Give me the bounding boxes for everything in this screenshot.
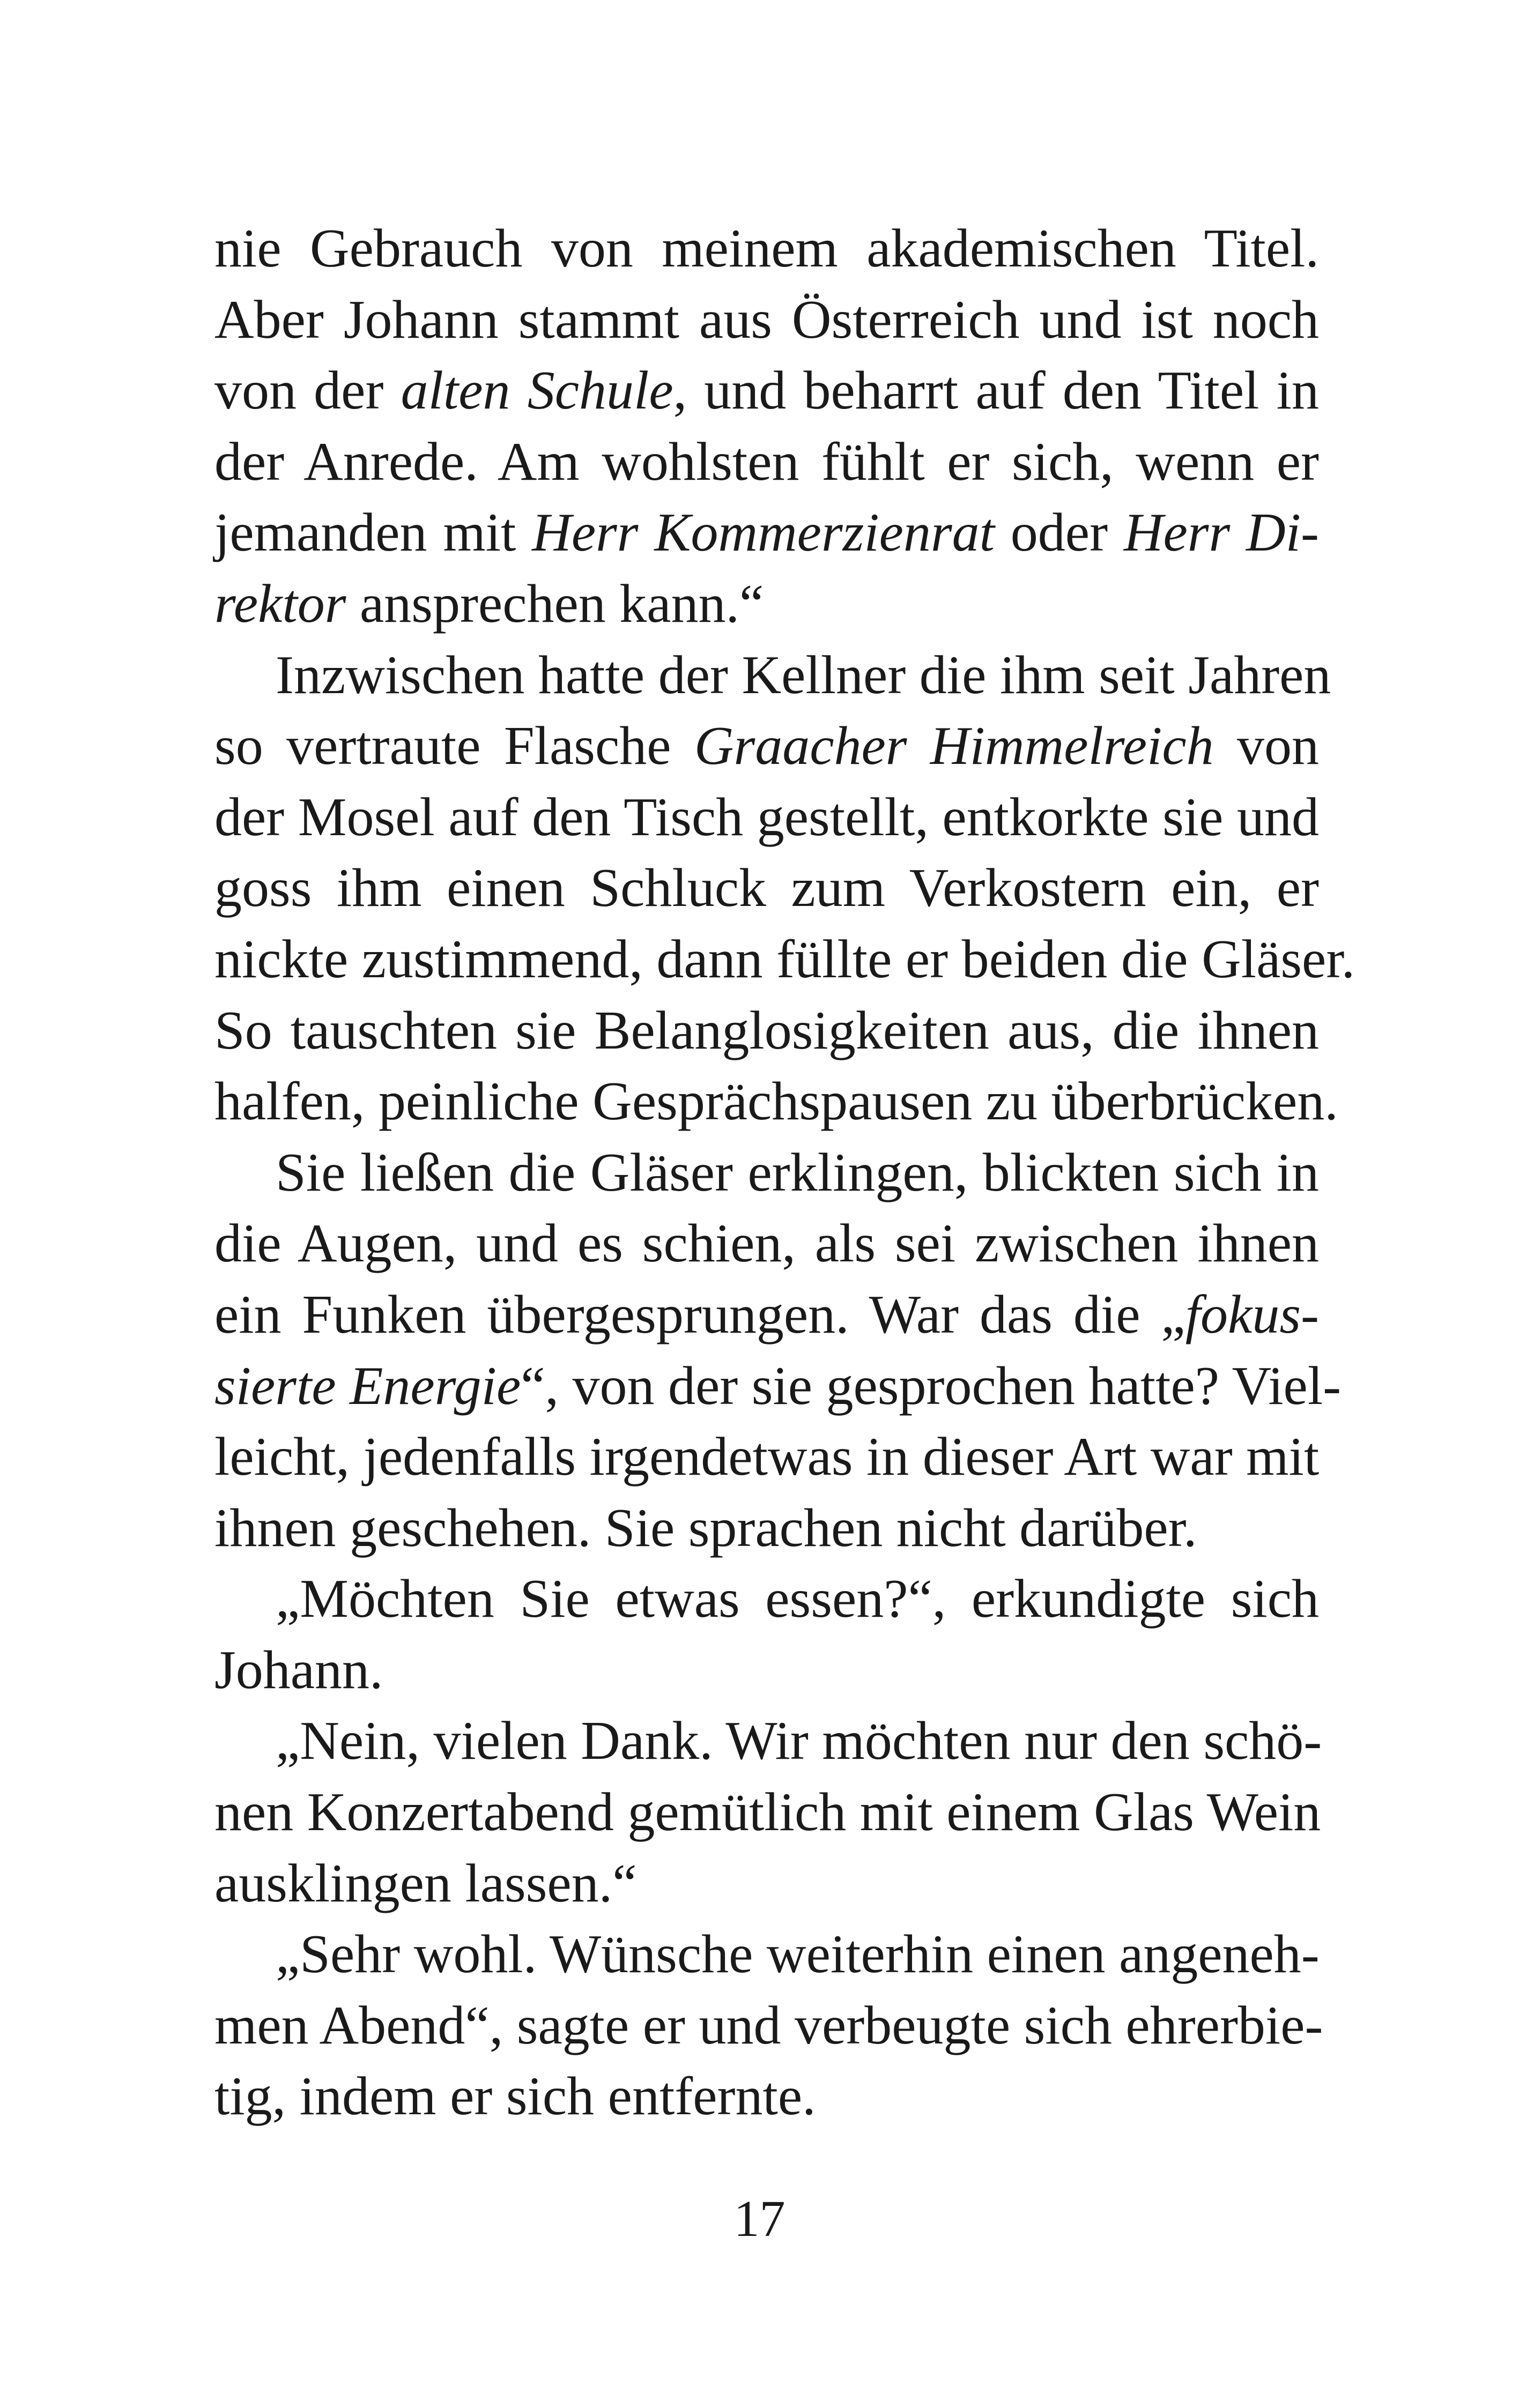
text-run: „Nein, vielen Dank. Wir möchten nur den schö-	[276, 1711, 1322, 1772]
text-run: ein Funken übergesprungen. War das die „	[214, 1284, 1185, 1345]
text-line	[214, 1635, 1319, 1706]
body-text	[214, 213, 1355, 2132]
italic-run: Herr Di-	[1123, 502, 1319, 563]
text-run: leicht, jedenfalls irgendetwas in dieser Art war mit	[214, 1426, 1320, 1488]
text-line	[214, 853, 1319, 924]
text-run: oder	[994, 502, 1124, 563]
text-line	[214, 1493, 1319, 1564]
text-run: „Möchten Sie etwas essen?“, erkundigte sich	[276, 1569, 1319, 1630]
text-line	[214, 640, 1331, 711]
text-line	[214, 1280, 1319, 1351]
text-run: der Mosel auf den Tisch gestellt, entkorkte sie und	[214, 786, 1319, 848]
text-line	[214, 1777, 1319, 1848]
text-run: „Sehr wohl. Wünsche weiterhin einen angeneh-	[276, 1924, 1320, 1985]
text-run: Aber Johann stammt aus Österreich und ist noch	[214, 289, 1319, 350]
text-run: so vertraute Flasche	[214, 716, 694, 777]
text-run: Sie ließen die Gläser erklingen, blickten sich in	[276, 1142, 1319, 1203]
italic-run: Graacher Himmelreich	[694, 716, 1214, 777]
text-line	[214, 1848, 1319, 1920]
italic-run: fokus-	[1185, 1284, 1319, 1345]
text-run: halfen, peinliche Gesprächspausen zu überbrücken.	[214, 1071, 1338, 1132]
text-line	[214, 2061, 1319, 2132]
text-run: von	[1213, 716, 1320, 777]
text-run: nie Gebrauch von meinem akademischen Titel.	[214, 218, 1319, 279]
text-run: “, von der sie gesprochen hatte? Viel-	[521, 1355, 1342, 1416]
text-run: goss ihm einen Schluck zum Verkostern ein, er	[214, 858, 1319, 919]
text-run: ausklingen lassen.“	[214, 1853, 637, 1914]
text-line	[214, 1564, 1319, 1635]
text-run: tig, indem er sich entfernte.	[214, 2066, 816, 2127]
text-line	[214, 1208, 1319, 1280]
text-line	[214, 355, 1319, 427]
page-number: 17	[733, 2190, 786, 2247]
text-run: von der	[214, 360, 401, 421]
text-run: ansprechen kann.“	[346, 573, 764, 634]
text-run: Johann.	[214, 1639, 383, 1700]
text-line	[214, 1351, 1342, 1422]
italic-run: sierte Energie	[214, 1355, 521, 1416]
text-line	[214, 213, 1319, 285]
text-line	[214, 1990, 1323, 2062]
text-line	[214, 1066, 1338, 1138]
text-line	[214, 1422, 1319, 1493]
text-line	[214, 1138, 1319, 1209]
text-run: der Anrede. Am wohlsten fühlt er sich, wenn er	[214, 431, 1319, 492]
italic-run: rektor	[214, 573, 346, 634]
italic-run: alten Schule	[401, 360, 673, 421]
text-line	[214, 285, 1319, 356]
text-run: men Abend“, sagte er und verbeugte sich ehrerbie-	[214, 1995, 1323, 2056]
text-line	[214, 995, 1319, 1067]
text-run: nickte zustimmend, dann füllte er beiden die Gläser.	[214, 928, 1355, 990]
text-line	[214, 427, 1319, 498]
text-run: jemanden mit	[214, 502, 532, 563]
text-run: , und beharrt auf den Titel in	[673, 360, 1319, 421]
text-line	[214, 924, 1355, 995]
text-run: So tauschten sie Belanglosigkeiten aus, die ihnen	[214, 1000, 1319, 1061]
text-line	[214, 569, 1319, 640]
text-run: die Augen, und es schien, als sei zwischen ihnen	[214, 1213, 1319, 1274]
text-line	[214, 497, 1319, 569]
italic-run: Herr Kommerzienrat	[532, 502, 995, 563]
text-line	[214, 782, 1319, 853]
text-line	[214, 1919, 1319, 1990]
text-line	[214, 711, 1319, 782]
text-line	[214, 1706, 1322, 1777]
text-run: ihnen geschehen. Sie sprachen nicht darüber.	[214, 1497, 1197, 1558]
text-run: Inzwischen hatte der Kellner die ihm seit Jahren	[276, 644, 1331, 705]
text-run: nen Konzertabend gemütlich mit einem Glas Wein	[214, 1782, 1321, 1843]
